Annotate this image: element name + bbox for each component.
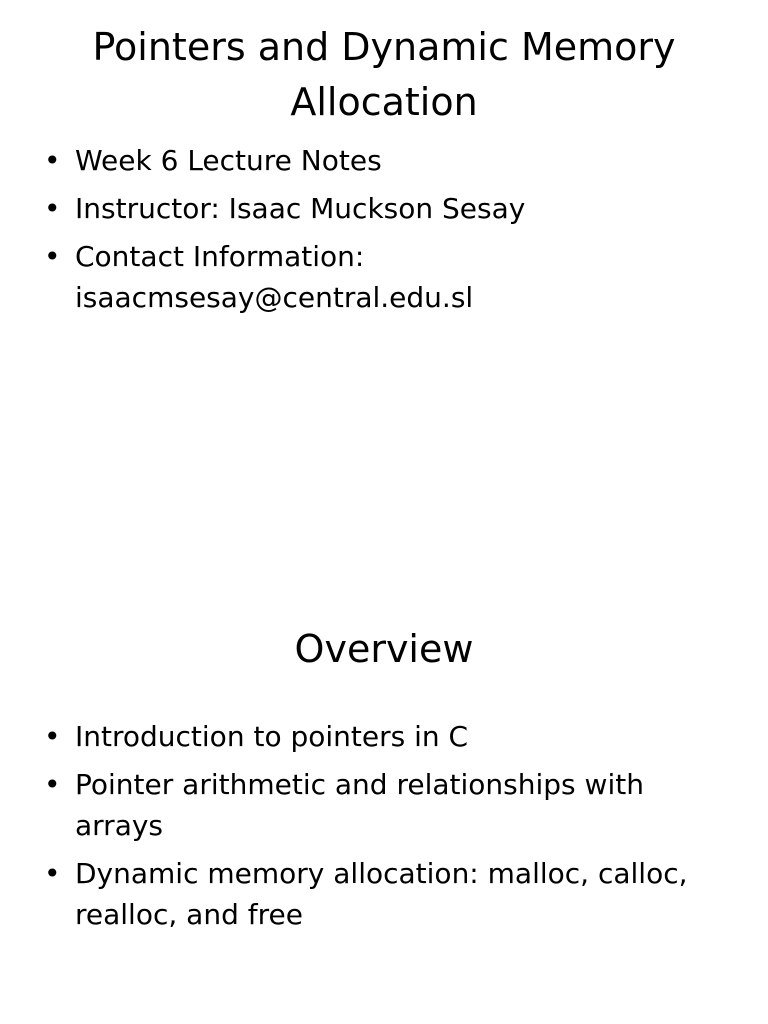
bullet-list: [44, 716, 704, 942]
bullet-list: [44, 140, 704, 325]
slide-overview-heading: Overview: [294, 627, 474, 671]
bullet-text: Pointer arithmetic and relationships with arrays: [75, 768, 644, 842]
slide-overview: [0, 576, 768, 1024]
bullet-icon: •: [44, 768, 61, 801]
bullet-text: Week 6 Lecture Notes: [75, 144, 382, 177]
list-item: [44, 764, 704, 846]
bullet-text: Introduction to pointers in C: [75, 720, 469, 753]
list-item: [44, 716, 704, 757]
bullet-text: Instructor: Isaac Muckson Sesay: [75, 192, 526, 225]
slide-title-heading: Pointers and Dynamic Memory Allocation: [92, 25, 676, 124]
bullet-icon: •: [44, 240, 61, 273]
list-item: [44, 188, 704, 229]
bullet-icon: •: [44, 720, 61, 753]
bullet-icon: •: [44, 192, 61, 225]
list-item: [44, 140, 704, 181]
list-item: [44, 236, 704, 318]
bullet-icon: •: [44, 857, 61, 890]
list-item: [44, 853, 704, 935]
bullet-text: Contact Information: isaacmsesay@central.edu.sl: [75, 240, 474, 314]
bullet-icon: •: [44, 144, 61, 177]
bullet-text: Dynamic memory allocation: malloc, calloc, realloc, and free: [75, 857, 688, 931]
